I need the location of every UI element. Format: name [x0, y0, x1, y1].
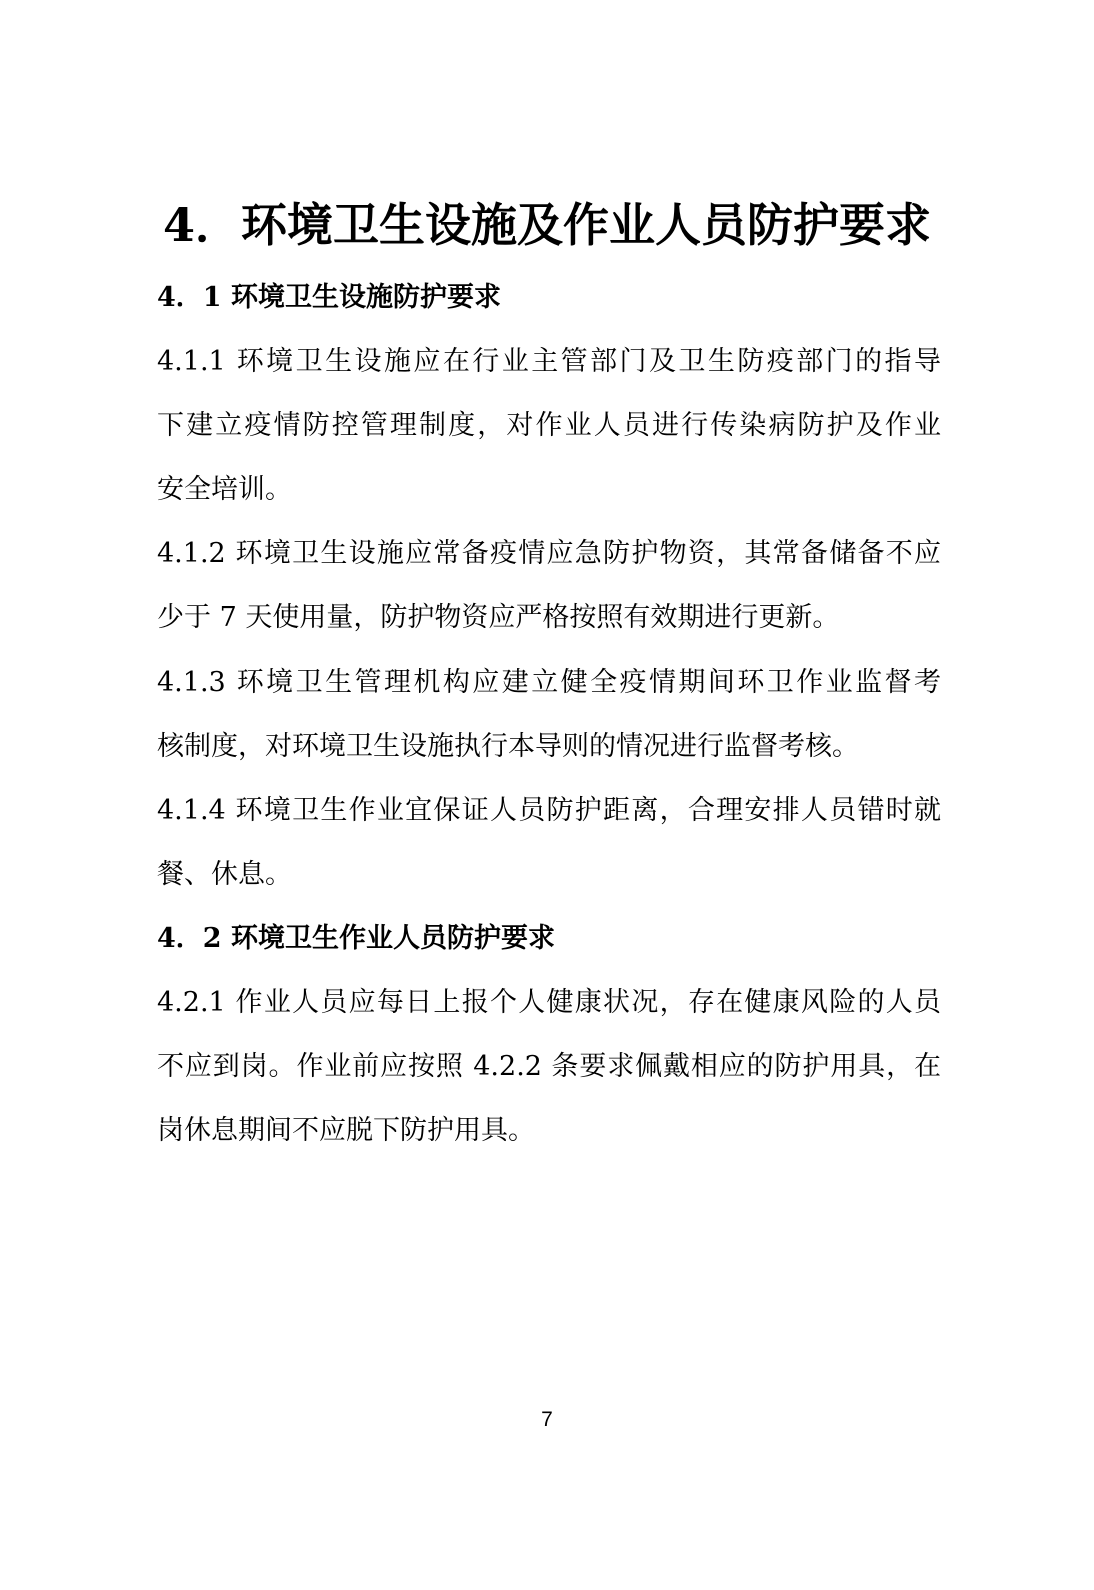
- page-title: 4．环境卫生设施及作业人员防护要求: [162, 198, 931, 252]
- paragraph-4-2-1-line-1: 4.2.1 作业人员应每日上报个人健康状况，存在健康风险的人员: [157, 987, 941, 1018]
- paragraph-4-1-3-line-1: 4.1.3 环境卫生管理机构应建立健全疫情期间环卫作业监督考: [157, 667, 941, 698]
- paragraph-4-2-1-line-3: 岗休息期间不应脱下防护用具。: [157, 1115, 535, 1146]
- section-heading-4-1: 4．1 环境卫生设施防护要求: [157, 282, 501, 313]
- paragraph-4-2-1-line-2: 不应到岗。作业前应按照 4.2.2 条要求佩戴相应的防护用具，在: [157, 1051, 941, 1082]
- page-number: 7: [541, 1408, 553, 1431]
- paragraph-4-1-4-line-1: 4.1.4 环境卫生作业宜保证人员防护距离，合理安排人员错时就: [157, 795, 941, 826]
- paragraph-4-1-1-line-3: 安全培训。: [157, 474, 292, 505]
- paragraph-4-1-1-line-1: 4.1.1 环境卫生设施应在行业主管部门及卫生防疫部门的指导: [157, 346, 941, 377]
- section-heading-4-2: 4．2 环境卫生作业人员防护要求: [157, 923, 555, 954]
- paragraph-4-1-2-line-1: 4.1.2 环境卫生设施应常备疫情应急防护物资，其常备储备不应: [157, 538, 941, 569]
- paragraph-4-1-1-line-2: 下建立疫情防控管理制度，对作业人员进行传染病防护及作业: [157, 410, 941, 441]
- paragraph-4-1-3-line-2: 核制度，对环境卫生设施执行本导则的情况进行监督考核。: [157, 731, 859, 762]
- paragraph-4-1-2-line-2: 少于 7 天使用量，防护物资应严格按照有效期进行更新。: [157, 602, 840, 633]
- paragraph-4-1-4-line-2: 餐、休息。: [157, 859, 292, 890]
